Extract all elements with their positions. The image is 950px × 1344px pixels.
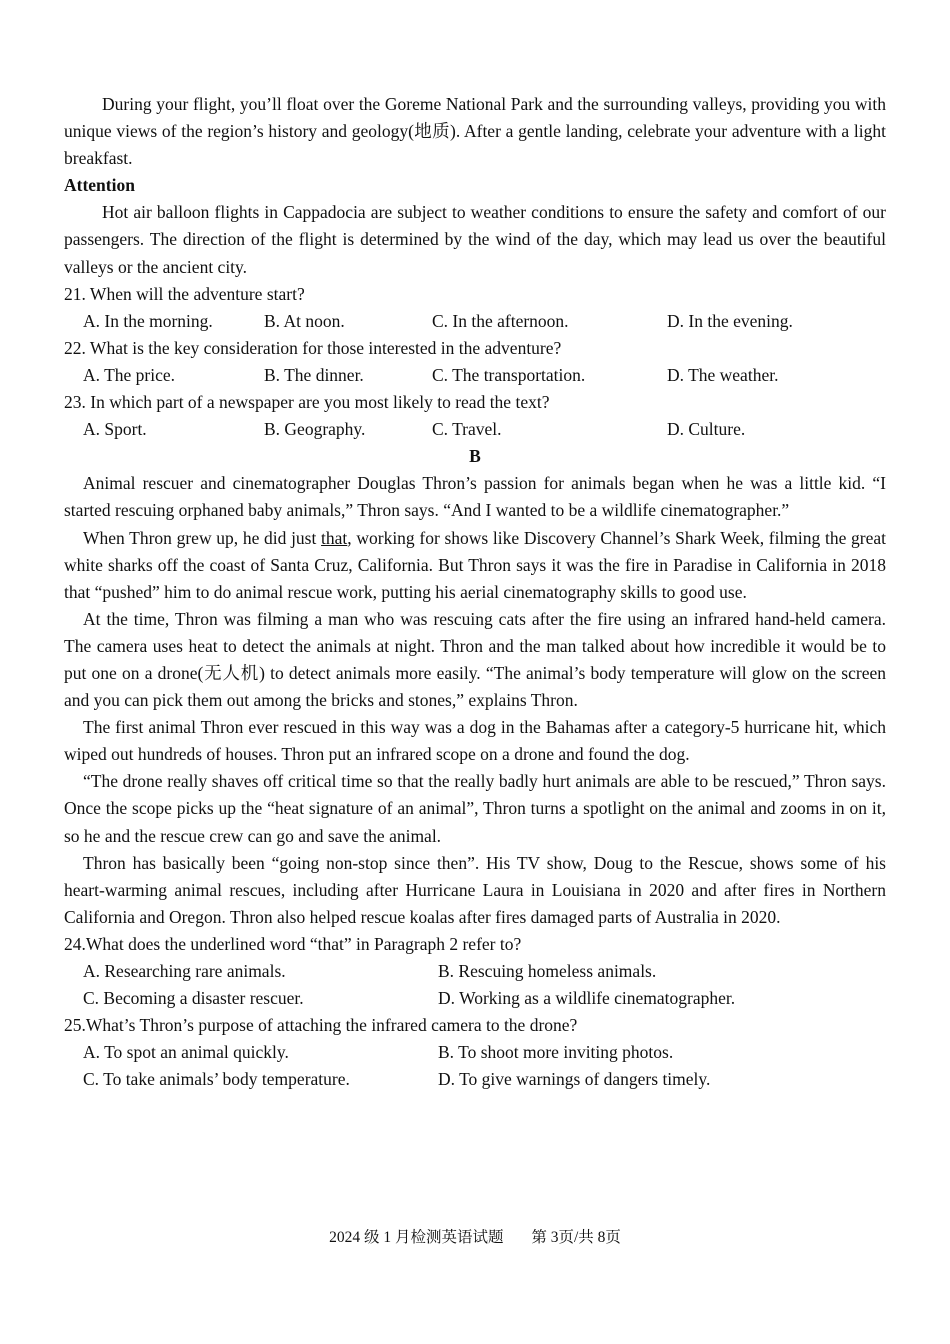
- option-b: B. The dinner.: [264, 364, 364, 385]
- option-d: D. To give warnings of dangers timely.: [438, 1069, 711, 1090]
- answer-options: [64, 308, 886, 335]
- passage-b-paragraph-5: “The drone really shaves off critical time so that the really badly hurt animals are able to be rescued,” Thron says. Once the scope picks up the “heat signature of an animal”, Thron turns a spotlight on the animal and zooms in on it, so he and the rescue crew can go and save the animal.: [64, 771, 886, 846]
- answer-options: [64, 416, 886, 443]
- option-b: B. To shoot more inviting photos.: [438, 1042, 674, 1063]
- option-a: A. The price.: [83, 364, 176, 385]
- passage-a-paragraph-2: Hot air balloon flights in Cappadocia are subject to weather conditions to ensure the safety and comfort of our passengers. The direction of the flight is determined by the wind of the day, which may lead us over the beautiful valleys or the ancient city.: [64, 202, 886, 277]
- option-a: A. Sport.: [83, 419, 147, 440]
- option-d: D. In the evening.: [667, 310, 793, 331]
- option-d: D. Working as a wildlife cinematographer.: [438, 988, 736, 1009]
- option-a: A. Researching rare animals.: [83, 961, 286, 981]
- option-c: C. Travel.: [432, 419, 502, 440]
- section-b-label: B: [469, 446, 481, 467]
- option-d: D. The weather.: [667, 364, 779, 385]
- option-a: A. In the morning.: [83, 310, 213, 331]
- question-24: [64, 931, 886, 1012]
- question-stem: 25.What’s Thron’s purpose of attaching the infrared camera to the drone?: [64, 1015, 578, 1036]
- passage-b-paragraph-4: The first animal Thron ever rescued in this way was a dog in the Bahamas after a category-5 hurricane hit, which wiped out hundreds of houses. Thron put an infrared scope on a drone and found the dog.: [64, 717, 886, 765]
- option-d: D. Culture.: [667, 419, 746, 440]
- page-footer: [0, 1225, 950, 1247]
- page-content: [64, 91, 886, 1093]
- question-stem: 23. In which part of a newspaper are you most likely to read the text?: [64, 392, 550, 413]
- exam-title: 2024 级 1 月检测英语试题: [329, 1229, 504, 1246]
- answer-options: [64, 362, 886, 389]
- question-stem: 21. When will the adventure start?: [64, 283, 305, 304]
- option-b: B. Rescuing homeless animals.: [438, 961, 657, 981]
- option-c: C. Becoming a disaster rescuer.: [83, 988, 304, 1009]
- question-25: [64, 1012, 886, 1093]
- underlined-word: that: [321, 527, 348, 548]
- option-c: C. In the afternoon.: [432, 310, 569, 331]
- page-number: 第 3页/共 8页: [531, 1229, 621, 1246]
- option-b: B. At noon.: [264, 310, 345, 331]
- passage-b-paragraph-3: At the time, Thron was filming a man who was rescuing cats after the fire using an infrared hand-held camera. The camera uses heat to detect the animals at night. Thron and the man talked about how incredible it would be to put one on a drone(无人机) to detect animals more easily. “The animal’s body temperature will glow on the screen and you can pick them out among the bricks and stones,” explains Thron.: [64, 608, 886, 711]
- question-23: [64, 389, 886, 443]
- option-b: B. Geography.: [264, 419, 366, 440]
- question-stem: 24.What does the underlined word “that” in Paragraph 2 refer to?: [64, 933, 522, 954]
- passage-b-paragraph-2: [64, 525, 886, 606]
- option-c: C. The transportation.: [432, 364, 586, 385]
- question-stem: 22. What is the key consideration for those interested in the adventure?: [64, 337, 562, 358]
- paragraph-text: When Thron grew up, he did just: [83, 527, 322, 548]
- option-c: C. To take animals’ body temperature.: [83, 1069, 350, 1090]
- attention-heading: Attention: [64, 175, 135, 196]
- question-22: [64, 335, 886, 389]
- answer-options: [64, 958, 886, 1012]
- paragraph-text: , working for shows like Discovery Channel’s Shark Week, filming the great white sharks off the coast of Santa Cruz, California. But Thron says it was the fire in Paradise in California in 2018 that “pushed” him to do animal rescue work, putting his aerial cinematography skills to good use.: [64, 527, 886, 602]
- passage-b-paragraph-1: Animal rescuer and cinematographer Douglas Thron’s passion for animals began when he was a little kid. “I started rescuing orphaned baby animals,” Thron says. “And I wanted to be a wildlife cinematographer.”: [64, 473, 886, 521]
- question-21: [64, 281, 886, 335]
- answer-options: [64, 1039, 886, 1093]
- passage-a-paragraph-1: During your flight, you’ll float over the Goreme National Park and the surrounding valleys, providing you with unique views of the region’s history and geology(地质). After a gentle landing, celebrate your adventure with a light breakfast.: [64, 94, 886, 169]
- option-a: A. To spot an animal quickly.: [83, 1042, 289, 1063]
- passage-b-paragraph-6: Thron has basically been “going non-stop since then”. His TV show, Doug to the Rescue, shows some of his heart-warming animal rescues, including after Hurricane Laura in Louisiana in 2020 and after fires in Northern California and Oregon. Thron also helped rescue koalas after fires damaged parts of Australia in 2020.: [64, 852, 886, 927]
